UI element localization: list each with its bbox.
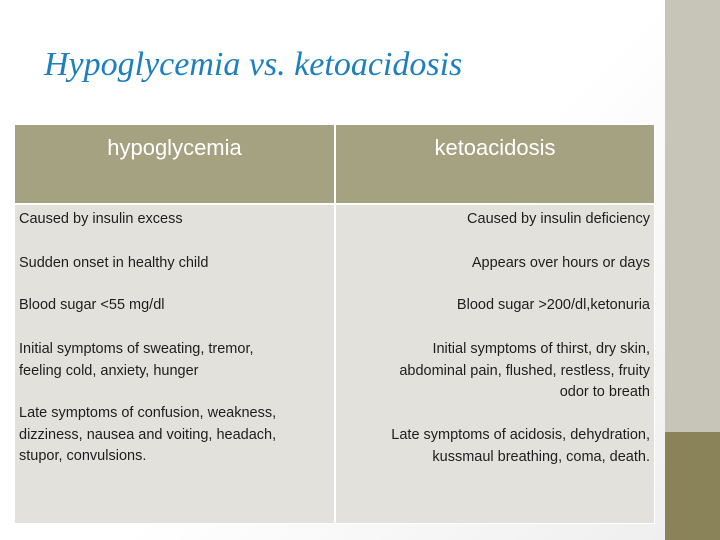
column-divider [334, 125, 336, 523]
row-late-symptoms-right: Late symptoms of acidosis, dehydration, kussmaul breathing, coma, death. [391, 427, 650, 465]
column-hypoglycemia [15, 205, 334, 523]
row-blood-sugar-left: Blood sugar <55 mg/dl [19, 297, 165, 313]
column-ketoacidosis [336, 205, 654, 523]
row-cause-left: Caused by insulin excess [19, 211, 183, 227]
row-onset-right: Appears over hours or days [471, 255, 650, 271]
row-blood-sugar-right: Blood sugar >200/dl,ketonuria [456, 297, 650, 313]
slide-title: Hypoglycemia vs. ketoacidosis [44, 46, 463, 83]
side-bar-accent [665, 432, 720, 540]
comparison-table [14, 124, 655, 524]
decorative-side-bar [665, 0, 720, 540]
row-cause-right: Caused by insulin deficiency [467, 211, 650, 227]
row-onset-left: Sudden onset in healthy child [19, 255, 209, 271]
header-hypoglycemia: hypoglycemia [15, 125, 334, 203]
header-ketoacidosis: ketoacidosis [336, 125, 654, 203]
row-late-symptoms-left: Late symptoms of confusion, weakness, dizziness, nausea and voiting, headach, stupor, convulsions. [19, 405, 277, 464]
row-initial-symptoms-left: Initial symptoms of sweating, tremor, feeling cold, anxiety, hunger [19, 341, 254, 379]
row-initial-symptoms-right: Initial symptoms of thirst, dry skin, abdominal pain, flushed, restless, fruity odor to breath [399, 341, 650, 400]
